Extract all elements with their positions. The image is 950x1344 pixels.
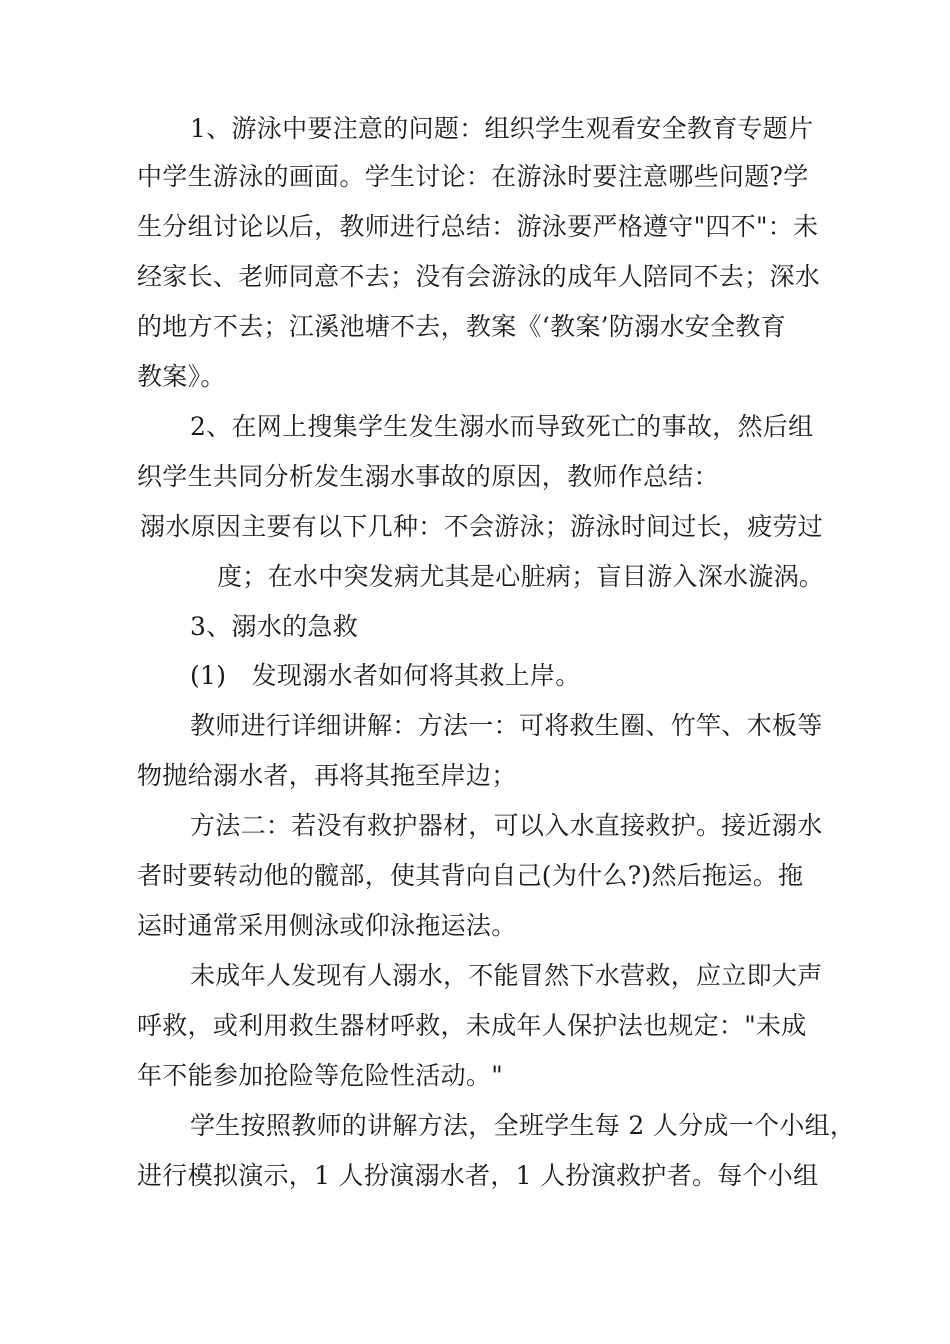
text-line: 年不能参加抢险等危险性活动。"	[137, 1061, 504, 1090]
text-line: 1、游泳中要注意的问题：组织学生观看安全教育专题片	[190, 114, 814, 143]
section-heading: 3、溺水的急救	[190, 612, 359, 641]
text-line: 溺水原因主要有以下几种：不会游泳；游泳时间过长，疲劳过	[140, 512, 824, 541]
text-line: 物抛给溺水者，再将其拖至岸边；	[137, 761, 517, 790]
text-line: 2、在网上搜集学生发生溺水而导致死亡的事故，然后组	[190, 412, 814, 441]
text-line: 呼救，或利用救生器材呼救，未成年人保护法也规定："未成	[137, 1011, 807, 1040]
text-line: 生分组讨论以后，教师进行总结：游泳要严格遵守"四不"：未	[137, 212, 819, 241]
subsection-heading: (1) 发现溺水者如何将其救上岸。	[190, 661, 581, 690]
text-line: 未成年人发现有人溺水，不能冒然下水营救，应立即大声	[190, 961, 823, 990]
text-line: 学生按照教师的讲解方法，全班学生每 2 人分成一个小组，	[190, 1111, 856, 1140]
text-line: 经家长、老师同意不去；没有会游泳的成年人陪同不去；深水	[137, 262, 821, 291]
text-line: 度；在水中突发病尤其是心脏病；盲目游入深水漩涡。	[217, 562, 825, 591]
text-line: 教案》。	[137, 362, 226, 391]
text-line: 者时要转动他的髋部，使其背向自己(为什么?)然后拖运。拖	[137, 861, 804, 890]
text-line: 运时通常采用侧泳或仰泳拖运法。	[137, 911, 517, 940]
text-line: 方法二：若没有救护器材，可以入水直接救护。接近溺水	[190, 811, 823, 840]
text-line: 中学生游泳的画面。学生讨论：在游泳时要注意哪些问题?学	[137, 162, 809, 191]
text-line: 织学生共同分析发生溺水事故的原因，教师作总结：	[137, 462, 719, 491]
text-line: 的地方不去；江溪池塘不去，教案《‘教案’防溺水安全教育	[137, 312, 786, 341]
text-line: 进行模拟演示，1 人扮演溺水者，1 人扮演救护者。每个小组	[137, 1161, 819, 1190]
text-line: 教师进行详细讲解：方法一：可将救生圈、竹竿、木板等	[190, 711, 823, 740]
